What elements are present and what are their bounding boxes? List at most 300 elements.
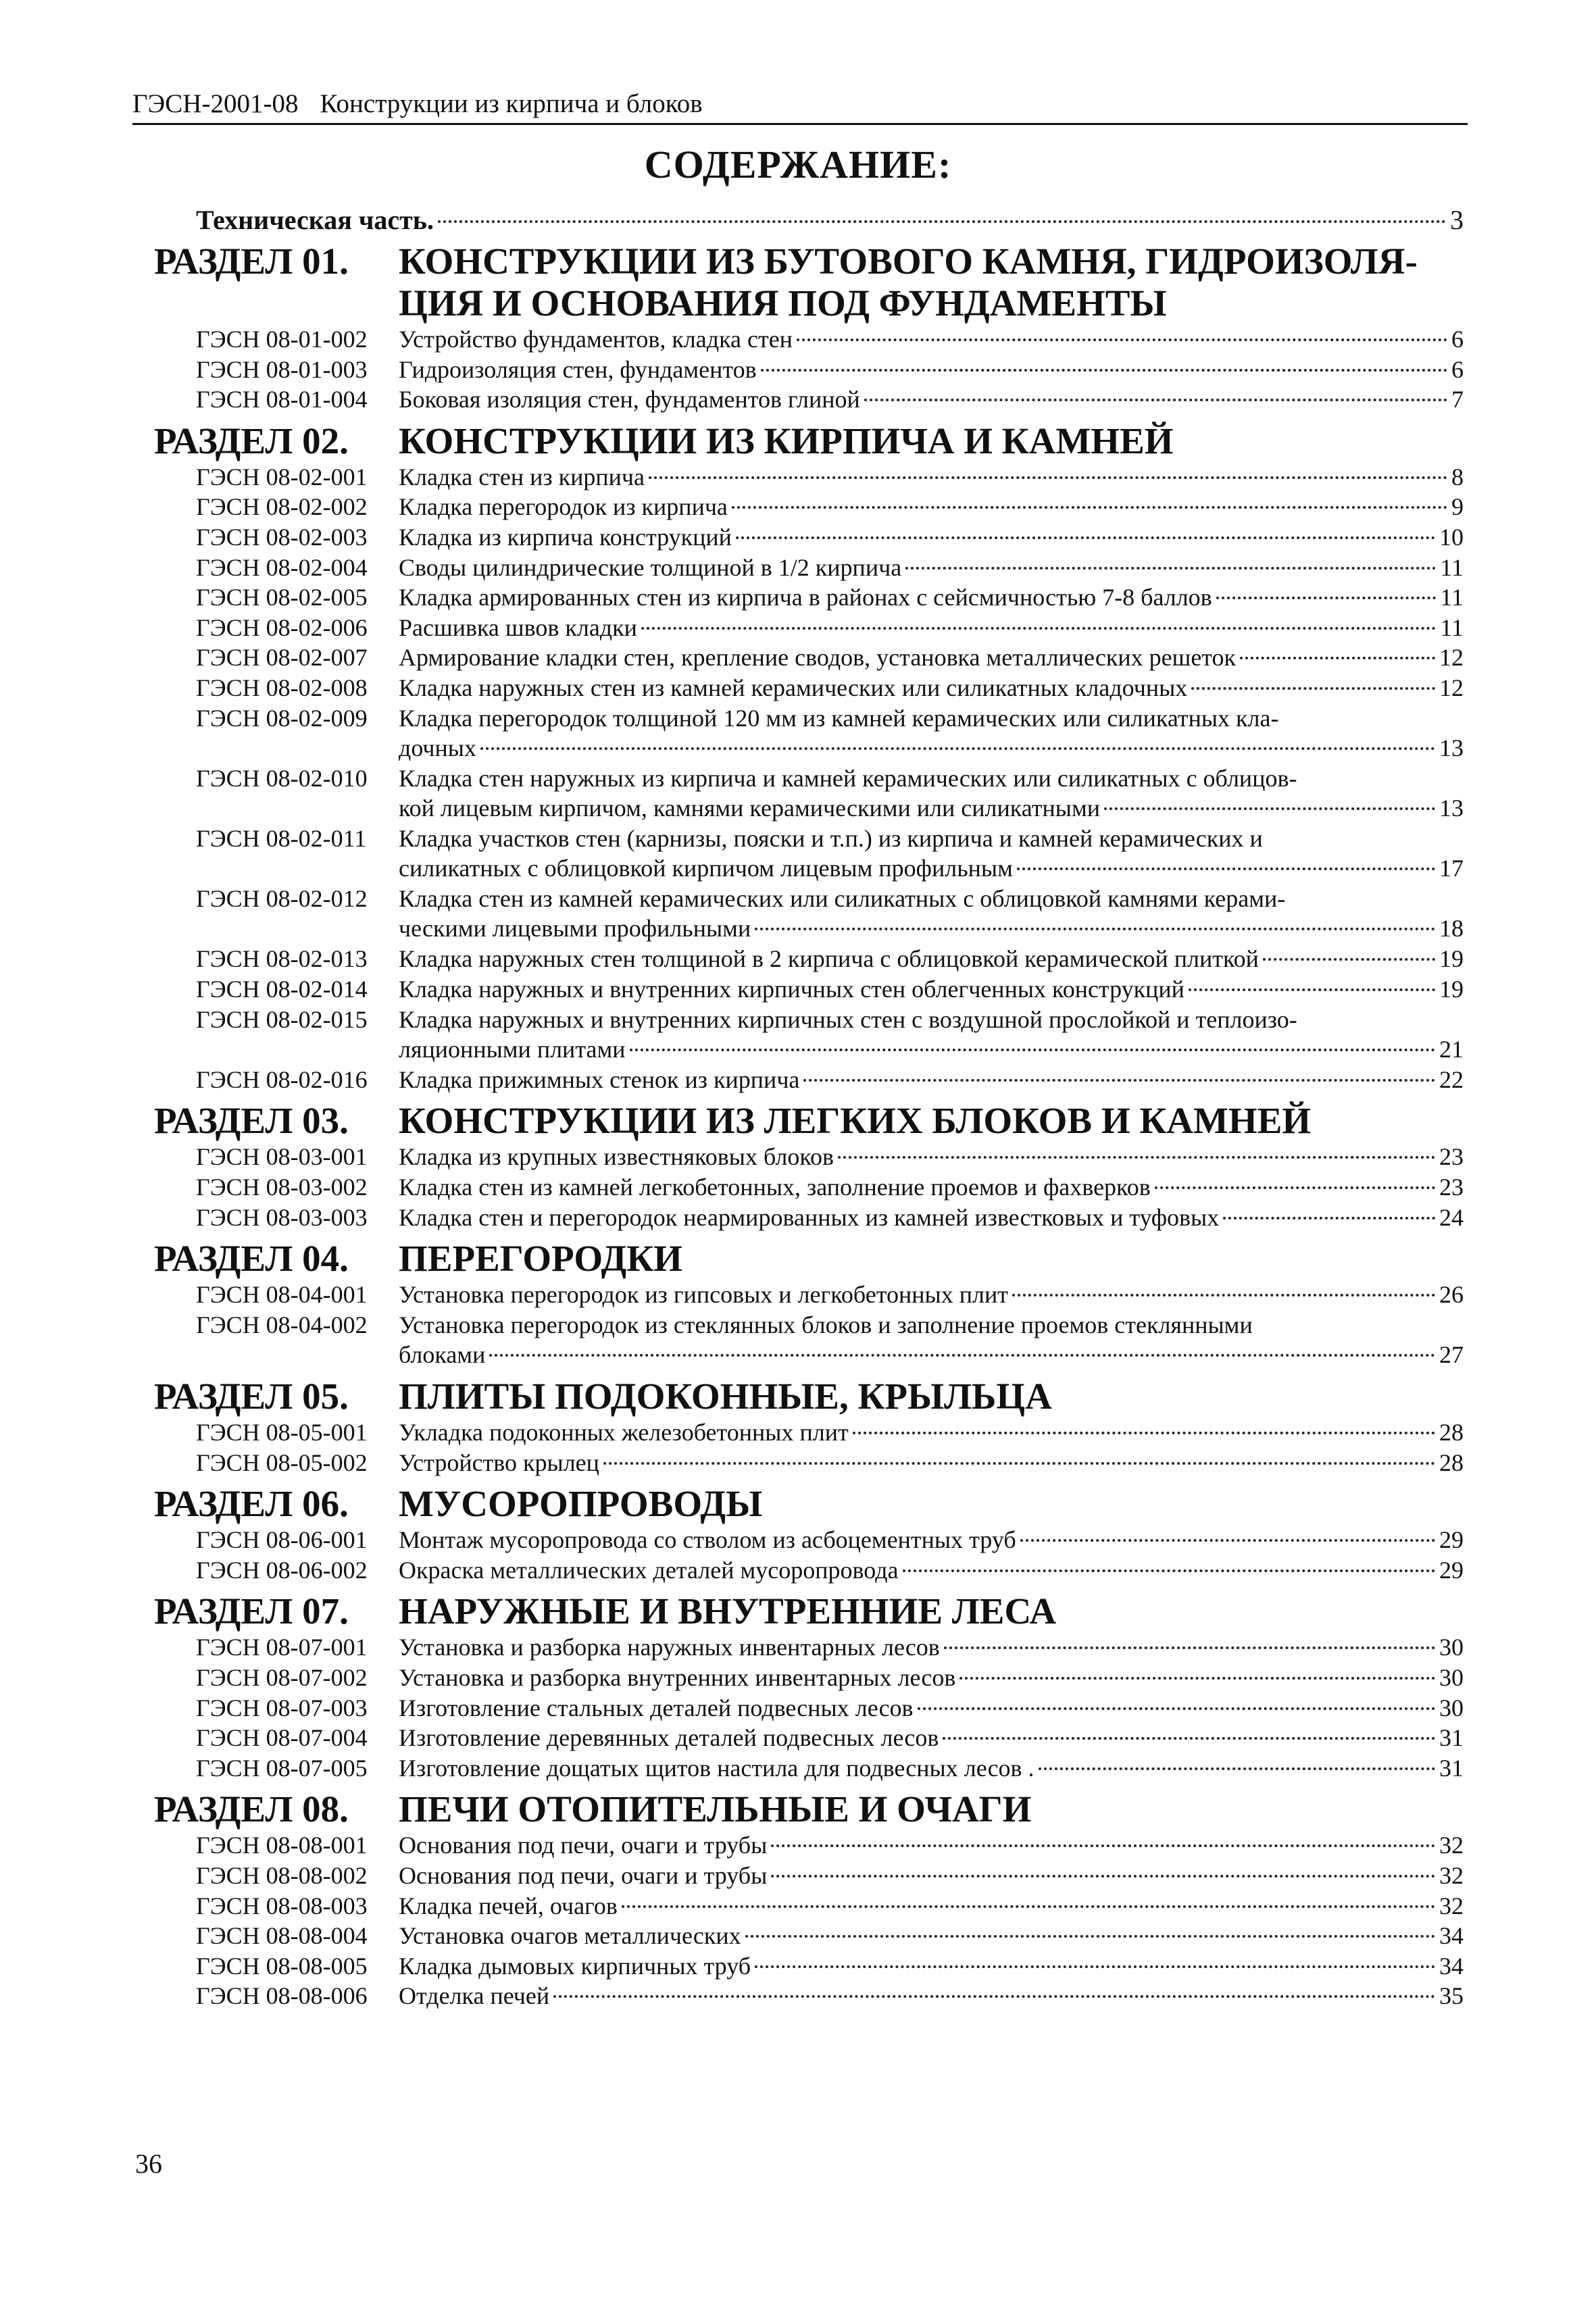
entry-body [399, 492, 1464, 522]
toc-entry[interactable] [196, 1951, 1464, 1982]
dot-leader [1104, 807, 1435, 810]
entry-page: 23 [1439, 1143, 1464, 1171]
entry-page: 30 [1439, 1634, 1464, 1661]
entry-title: Расшивка швов кладки [399, 613, 637, 641]
entry-body [399, 1142, 1464, 1172]
section-heading[interactable] [154, 1376, 1464, 1417]
section-title [399, 1590, 1464, 1632]
toc-line [399, 613, 1464, 643]
entry-code: ГЭСН 08-06-002 [196, 1556, 368, 1584]
entry-body [399, 884, 1464, 943]
entry-code: ГЭСН 08-03-002 [196, 1174, 368, 1201]
entry-body [399, 1830, 1464, 1860]
entry-code: ГЭСН 08-02-004 [196, 553, 368, 581]
toc-line [399, 522, 1464, 552]
toc-line [399, 1142, 1464, 1172]
toc-line [399, 1172, 1464, 1202]
toc-line [399, 553, 1464, 582]
dot-leader [803, 1079, 1435, 1082]
toc-entry[interactable] [196, 703, 1464, 763]
toc-line [399, 324, 1464, 354]
entry-body [399, 1981, 1464, 2011]
entry-title: Кладка перегородок из кирпича [399, 493, 728, 521]
dot-leader [838, 1156, 1435, 1159]
section-number: РАЗДЕЛ 04. [154, 1238, 349, 1280]
entry-title: Установка и разборка наружных инвентарных лесов [399, 1634, 940, 1661]
entry-title: Устройство фундаментов, кладка стен [399, 326, 793, 353]
entry-title: Устройство крылец [399, 1449, 599, 1476]
section-title-line: ПЕРЕГОРОДКИ [399, 1238, 682, 1280]
toc-line [399, 1525, 1464, 1555]
toc-entry[interactable] [196, 1663, 1464, 1693]
entry-title: Кладка наружных стен из камней керамических или силикатных кладочных [399, 674, 1188, 701]
entry-title: Армирование кладки стен, крепление сводов, установка металлических решеток [399, 644, 1237, 672]
dot-leader [1216, 597, 1437, 599]
toc-entry[interactable] [196, 1203, 1464, 1233]
dot-leader [853, 1432, 1435, 1434]
entry-body [399, 1891, 1464, 1921]
entry-title: ческими лицевыми профильными [399, 915, 751, 942]
entry-page: 8 [1451, 463, 1464, 491]
dot-leader [864, 399, 1447, 401]
dot-leader [1020, 1539, 1435, 1542]
toc-line [399, 673, 1464, 703]
entry-body [399, 1065, 1464, 1095]
toc-line [399, 1065, 1464, 1095]
toc-line [399, 1663, 1464, 1692]
entry-body [399, 1921, 1464, 1951]
technical-part-page: 3 [1450, 205, 1464, 235]
entry-code: ГЭСН 08-02-005 [196, 584, 368, 611]
toc-entry[interactable] [196, 384, 1464, 415]
toc-line [399, 1005, 1464, 1034]
toc-line [399, 1891, 1464, 1921]
entry-body [399, 1280, 1464, 1309]
dot-leader [732, 506, 1447, 509]
toc-line [399, 1417, 1464, 1447]
toc-line [399, 703, 1464, 733]
entry-code: ГЭСН 08-02-007 [196, 644, 368, 672]
header-title: Конструкции из кирпича и блоков [320, 89, 703, 118]
entry-code: ГЭСН 08-02-009 [196, 704, 368, 732]
toc-entry[interactable] [196, 1310, 1464, 1370]
entry-title: Кладка наружных и внутренних кирпичных стен облегченных конструкций [399, 976, 1184, 1003]
entry-body [399, 1448, 1464, 1478]
dot-leader [553, 1995, 1435, 1998]
entry-page: 7 [1451, 386, 1464, 413]
entry-page: 10 [1439, 524, 1464, 551]
entry-title: силикатных с облицовкой кирпичом лицевым профильным [399, 855, 1013, 882]
entry-title: Отделка печей [399, 1982, 550, 2010]
section-title-line: НАРУЖНЫЕ И ВНУТРЕННИЕ ЛЕСА [399, 1590, 1057, 1632]
dot-leader [755, 1965, 1435, 1968]
entry-title: дочных [399, 734, 476, 761]
toc-line [399, 763, 1464, 793]
dot-leader [903, 1569, 1435, 1572]
entry-page: 21 [1439, 1035, 1464, 1063]
toc-entry[interactable] [196, 1142, 1464, 1172]
entry-body [399, 974, 1464, 1004]
section-heading[interactable] [154, 1788, 1464, 1830]
toc-line [399, 1203, 1464, 1232]
entry-page: 18 [1439, 915, 1464, 942]
entry-code: ГЭСН 08-02-006 [196, 613, 368, 641]
entry-page: 24 [1439, 1203, 1464, 1231]
entry-body [399, 824, 1464, 883]
entry-title: Изготовление дощатых щитов настила для подвесных лесов . [399, 1754, 1034, 1782]
entry-title: Кладка из кирпича конструкций [399, 524, 732, 551]
entry-title: Кладка стен из камней керамических или силикатных с облицовкой камнями керами- [399, 885, 1286, 913]
section-title [399, 1376, 1464, 1417]
toc-entry[interactable] [196, 582, 1464, 613]
toc-entry[interactable] [196, 522, 1464, 553]
toc-entry[interactable] [196, 673, 1464, 703]
section-title-line: МУСОРОПРОВОДЫ [399, 1483, 763, 1525]
toc-line [399, 1723, 1464, 1753]
entry-code: ГЭСН 08-02-016 [196, 1065, 368, 1093]
toc-entry[interactable] [196, 355, 1464, 385]
section-number: РАЗДЕЛ 02. [154, 420, 349, 461]
toc-line [399, 1921, 1464, 1951]
entry-title: Изготовление деревянных деталей подвесных лесов [399, 1724, 939, 1752]
entry-page: 22 [1439, 1065, 1464, 1093]
dot-leader [943, 1737, 1435, 1740]
toc-entry[interactable] [196, 1693, 1464, 1724]
entry-title: Кладка наружных стен толщиной в 2 кирпича с облицовкой керамической плиткой [399, 945, 1259, 973]
entry-title: Кладка перегородок толщиной 120 мм из камней керамических или силикатных кла- [399, 704, 1279, 732]
entry-title: Кладка стен из кирпича [399, 463, 645, 491]
section-title-line: КОНСТРУКЦИИ ИЗ БУТОВОГО КАМНЯ, ГИДРОИЗОЛЯ- [399, 241, 1418, 282]
entry-title: Кладка стен из камней легкобетонных, заполнение проемов и фахверков [399, 1174, 1151, 1201]
toc-entry[interactable] [196, 1065, 1464, 1095]
entry-code: ГЭСН 08-08-001 [196, 1832, 368, 1859]
entry-title: Основания под печи, очаги и трубы [399, 1832, 768, 1859]
toc-entry[interactable] [196, 1417, 1464, 1448]
section-title [399, 1100, 1464, 1142]
toc-entry[interactable] [196, 1632, 1464, 1663]
toc-entry[interactable] [196, 1525, 1464, 1555]
entry-title: Кладка из крупных известняковых блоков [399, 1143, 834, 1171]
entry-code: ГЭСН 08-02-014 [196, 976, 368, 1003]
toc-line [399, 974, 1464, 1004]
entry-code: ГЭСН 08-07-002 [196, 1664, 368, 1691]
dot-leader [736, 536, 1435, 539]
running-header [132, 86, 1468, 125]
dot-leader [603, 1462, 1435, 1465]
toc-entry[interactable] [196, 974, 1464, 1005]
toc-entry[interactable] [196, 613, 1464, 643]
entry-page: 11 [1440, 553, 1464, 581]
toc-entry[interactable] [196, 1555, 1464, 1586]
entry-page: 11 [1440, 613, 1464, 641]
entry-page: 31 [1439, 1724, 1464, 1752]
dot-leader [918, 1707, 1435, 1710]
toc-entry[interactable] [196, 824, 1464, 884]
entry-page: 12 [1439, 674, 1464, 701]
dot-leader [1039, 1767, 1435, 1770]
entry-title: Окраска металлических деталей мусоропровода [399, 1556, 899, 1584]
entry-code: ГЭСН 08-07-001 [196, 1634, 368, 1661]
entry-page: 13 [1439, 734, 1464, 761]
dot-leader [1191, 687, 1435, 690]
section-title-line: КОНСТРУКЦИИ ИЗ КИРПИЧА И КАМНЕЙ [399, 420, 1174, 461]
entry-code: ГЭСН 08-02-002 [196, 493, 368, 521]
entry-body [399, 1525, 1464, 1555]
toc-line [399, 1448, 1464, 1478]
entry-title: Установка и разборка внутренних инвентарных лесов [399, 1664, 956, 1691]
entry-code: ГЭСН 08-04-001 [196, 1281, 368, 1309]
entry-code: ГЭСН 08-05-001 [196, 1419, 368, 1446]
entry-code: ГЭСН 08-01-004 [196, 386, 368, 413]
entry-title: Кладка наружных и внутренних кирпичных стен с воздушной прослойкой и теплоизо- [399, 1005, 1297, 1033]
entry-body [399, 703, 1464, 763]
entry-page: 29 [1439, 1556, 1464, 1584]
entry-title: кой лицевым кирпичом, камнями керамическими или силикатными [399, 794, 1100, 822]
entry-title: Своды цилиндрические толщиной в 1/2 кирпича [399, 553, 902, 581]
dot-leader [1263, 958, 1435, 961]
entry-page: 19 [1439, 976, 1464, 1003]
entry-page: 34 [1439, 1952, 1464, 1980]
toc-technical-part[interactable] [196, 203, 1464, 238]
toc-entry[interactable] [196, 492, 1464, 522]
toc-line [399, 1830, 1464, 1860]
toc-line [399, 944, 1464, 974]
section-title [399, 1238, 1464, 1280]
entry-page: 17 [1439, 855, 1464, 882]
toc-entry[interactable] [196, 944, 1464, 974]
entry-title: Кладка участков стен (карнизы, пояски и т.п.) из кирпича и камней керамических и [399, 825, 1263, 852]
toc-line [399, 1951, 1464, 1981]
entry-body [399, 384, 1464, 414]
toc-entry[interactable] [196, 1005, 1464, 1065]
entry-page: 34 [1439, 1922, 1464, 1950]
entry-title: Кладка стен наружных из кирпича и камней керамических или силикатных с облицов- [399, 764, 1297, 792]
dot-leader [649, 476, 1447, 479]
entry-code: ГЭСН 08-07-003 [196, 1694, 368, 1721]
entry-page: 32 [1439, 1892, 1464, 1919]
toc-entry[interactable] [196, 1830, 1464, 1861]
toc-entry[interactable] [196, 553, 1464, 583]
toc-entry[interactable] [196, 1723, 1464, 1753]
entry-body [399, 1555, 1464, 1585]
section-heading[interactable] [154, 1100, 1464, 1142]
toc-entry[interactable] [196, 643, 1464, 673]
entry-body [399, 1861, 1464, 1890]
entry-title: Укладка подоконных железобетонных плит [399, 1419, 849, 1446]
toc-line [399, 793, 1464, 823]
entry-body [399, 763, 1464, 823]
entry-body [399, 1417, 1464, 1447]
dot-leader [622, 1905, 1435, 1908]
toc-line [399, 1861, 1464, 1890]
toc-line [399, 884, 1464, 913]
entry-code: ГЭСН 08-04-002 [196, 1311, 368, 1338]
dot-leader [641, 627, 1436, 630]
toc-line [399, 384, 1464, 414]
toc-line [399, 1753, 1464, 1783]
entry-page: 13 [1439, 794, 1464, 822]
entry-page: 30 [1439, 1664, 1464, 1691]
entry-body [399, 522, 1464, 552]
entry-page: 28 [1439, 1419, 1464, 1446]
entry-body [399, 1723, 1464, 1753]
dot-leader [745, 1935, 1435, 1938]
entry-code: ГЭСН 08-08-002 [196, 1862, 368, 1889]
toc-line [399, 733, 1464, 763]
entry-body [399, 1632, 1464, 1662]
toc-entry[interactable] [196, 763, 1464, 824]
entry-page: 32 [1439, 1832, 1464, 1859]
entry-body [399, 1005, 1464, 1064]
toc-entry[interactable] [196, 1921, 1464, 1951]
toc-line [399, 355, 1464, 384]
toc-entry[interactable] [196, 324, 1464, 355]
section-heading[interactable] [154, 1238, 1464, 1280]
entry-body [399, 1310, 1464, 1369]
toc-entry[interactable] [196, 1448, 1464, 1478]
entry-body [399, 355, 1464, 384]
entry-page: 32 [1439, 1862, 1464, 1889]
entry-code: ГЭСН 08-08-004 [196, 1922, 368, 1950]
entry-title: Изготовление стальных деталей подвесных лесов [399, 1694, 914, 1721]
section-number: РАЗДЕЛ 01. [154, 241, 349, 282]
section-title [399, 420, 1464, 462]
section-title [399, 241, 1464, 324]
entry-page: 6 [1451, 326, 1464, 353]
toc-entry[interactable] [196, 1861, 1464, 1891]
entry-code: ГЭСН 08-02-010 [196, 764, 368, 792]
technical-part-label: Техническая часть. [196, 205, 434, 235]
dot-leader [905, 567, 1436, 570]
toc-line [399, 853, 1464, 883]
section-number: РАЗДЕЛ 05. [154, 1376, 349, 1417]
entry-code: ГЭСН 08-02-001 [196, 463, 368, 491]
dot-leader [1240, 657, 1435, 659]
section-heading[interactable] [154, 241, 1464, 324]
dot-leader [755, 928, 1435, 930]
section-number: РАЗДЕЛ 08. [154, 1788, 349, 1830]
entry-code: ГЭСН 08-02-008 [196, 674, 368, 701]
dot-leader [489, 1354, 1435, 1357]
entry-code: ГЭСН 08-02-011 [196, 825, 367, 852]
entry-title: Кладка стен и перегородок неармированных из камней известковых и туфовых [399, 1203, 1220, 1231]
entry-body [399, 553, 1464, 582]
toc-line [399, 913, 1464, 943]
section-number: РАЗДЕЛ 07. [154, 1590, 349, 1632]
entry-title: Кладка армированных стен из кирпича в районах с сейсмичностью 7-8 баллов [399, 584, 1212, 611]
toc-entry[interactable] [196, 884, 1464, 944]
entry-title: Кладка прижимных стенок из кирпича [399, 1065, 800, 1093]
entry-page: 12 [1439, 644, 1464, 672]
entry-code: ГЭСН 08-01-003 [196, 355, 368, 383]
entry-page: 6 [1451, 355, 1464, 383]
entry-title: Гидроизоляция стен, фундаментов [399, 355, 757, 383]
entry-body [399, 944, 1464, 974]
entry-code: ГЭСН 08-03-001 [196, 1143, 368, 1171]
dot-leader [438, 220, 1446, 223]
entry-page: 28 [1439, 1449, 1464, 1476]
dot-leader [1155, 1186, 1435, 1189]
entry-code: ГЭСН 08-08-006 [196, 1982, 368, 2010]
entry-code: ГЭСН 08-01-002 [196, 326, 368, 353]
toc-line [399, 1555, 1464, 1585]
entry-body [399, 1951, 1464, 1981]
dot-leader [771, 1875, 1435, 1878]
toc-line [399, 824, 1464, 853]
entry-code: ГЭСН 08-02-012 [196, 885, 368, 913]
entry-code: ГЭСН 08-08-005 [196, 1952, 368, 1980]
toc-line [399, 492, 1464, 522]
section-heading[interactable] [154, 1483, 1464, 1525]
toc-line [399, 1034, 1464, 1064]
dot-leader [480, 747, 1435, 750]
entry-title: блоками [399, 1340, 486, 1368]
entry-body [399, 643, 1464, 672]
header-code: ГЭСН-2001-08 [132, 89, 299, 118]
section-title [399, 1483, 1464, 1525]
section-heading[interactable] [154, 420, 1464, 462]
page-number: 36 [135, 2148, 162, 2179]
toc-line [399, 1340, 1464, 1369]
entry-title: Боковая изоляция стен, фундаментов глиной [399, 386, 860, 413]
toc-line [399, 1280, 1464, 1309]
entry-body [399, 324, 1464, 354]
section-title-line: КОНСТРУКЦИИ ИЗ ЛЕГКИХ БЛОКОВ И КАМНЕЙ [399, 1100, 1312, 1142]
entry-body [399, 613, 1464, 643]
toc-entry[interactable] [196, 1981, 1464, 2011]
toc-entry[interactable] [196, 1891, 1464, 1921]
entry-body [399, 1693, 1464, 1723]
toc-entry[interactable] [196, 1172, 1464, 1203]
entry-page: 31 [1439, 1754, 1464, 1782]
entry-title: Кладка дымовых кирпичных труб [399, 1952, 751, 1980]
entry-code: ГЭСН 08-07-005 [196, 1754, 368, 1782]
entry-page: 9 [1451, 493, 1464, 521]
entry-page: 11 [1440, 584, 1464, 611]
toc-entry[interactable] [196, 1753, 1464, 1784]
entry-code: ГЭСН 08-06-001 [196, 1526, 368, 1554]
section-heading[interactable] [154, 1590, 1464, 1632]
entry-body [399, 1172, 1464, 1202]
toc-entry[interactable] [196, 462, 1464, 493]
dot-leader [630, 1049, 1435, 1051]
entry-page: 35 [1439, 1982, 1464, 2010]
section-number: РАЗДЕЛ 06. [154, 1483, 349, 1525]
section-title [399, 1788, 1464, 1830]
dot-leader [771, 1844, 1435, 1847]
entry-code: ГЭСН 08-02-013 [196, 945, 368, 973]
toc-line [399, 1632, 1464, 1662]
entry-title: Установка перегородок из стеклянных блоков и заполнение проемов стеклянными [399, 1311, 1253, 1338]
entry-code: ГЭСН 08-05-002 [196, 1449, 368, 1476]
section-title-line: ПЛИТЫ ПОДОКОННЫЕ, КРЫЛЬЦА [399, 1376, 1052, 1417]
toc-line [399, 462, 1464, 492]
entry-page: 19 [1439, 945, 1464, 973]
entry-code: ГЭСН 08-02-015 [196, 1005, 368, 1033]
dot-leader [1017, 867, 1435, 870]
toc-entry[interactable] [196, 1280, 1464, 1310]
entry-body [399, 1753, 1464, 1783]
entry-code: ГЭСН 08-02-003 [196, 524, 368, 551]
section-number: РАЗДЕЛ 03. [154, 1100, 349, 1142]
entry-body [399, 1663, 1464, 1692]
dot-leader [1189, 988, 1435, 991]
entry-body [399, 1203, 1464, 1232]
entry-body [399, 462, 1464, 492]
entry-title: Установка перегородок из гипсовых и легкобетонных плит [399, 1281, 1008, 1309]
entry-title: Кладка печей, очагов [399, 1892, 618, 1919]
dot-leader [944, 1646, 1435, 1649]
